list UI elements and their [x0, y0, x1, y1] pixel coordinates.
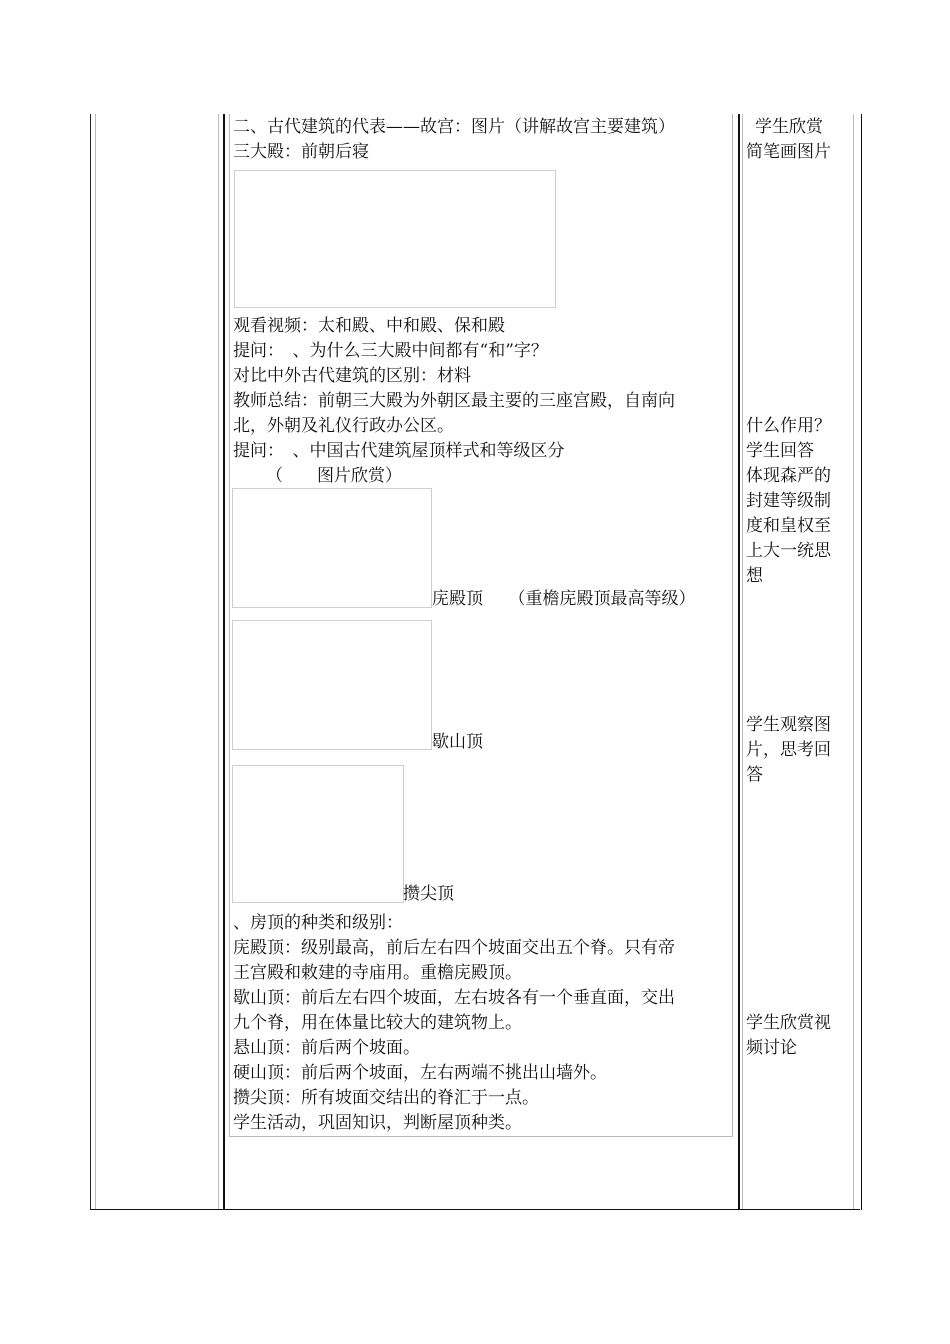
side-note-line: 封建等级制 — [746, 491, 831, 511]
side-note-line: 答 — [746, 765, 763, 785]
text-line: 悬山顶：前后两个坡面。 — [233, 1038, 420, 1058]
text-line: 三大殿：前朝后寝 — [233, 142, 369, 162]
text-line: 九个脊，用在体量比较大的建筑物上。 — [233, 1013, 522, 1033]
side-note-line: 学生欣赏 — [755, 117, 823, 137]
side-note-line: 上大一统思 — [746, 541, 831, 561]
side-note-line: 什么作用？ — [746, 416, 831, 436]
text-line: 硬山顶：前后两个坡面，左右两端不挑出山墙外。 — [233, 1063, 607, 1083]
side-note-line: 体现森严的 — [746, 466, 831, 486]
section-heading: 二、古代建筑的代表——故宫：图片（讲解故宫主要建筑） — [233, 117, 675, 137]
side-note-line: 学生回答 — [746, 441, 814, 461]
table-bottom-border — [90, 1209, 860, 1210]
text-line: 观看视频：太和殿、中和殿、保和殿 — [233, 316, 505, 336]
text-line: 对比中外古代建筑的区别：材料 — [233, 366, 471, 386]
text-line: 学生活动，巩固知识，判断屋顶种类。 — [233, 1113, 522, 1133]
text-line: 庑殿顶：级别最高，前后左右四个坡面交出五个脊。只有帝 — [233, 938, 675, 958]
side-note-line: 学生观察图 — [746, 715, 831, 735]
xieshan-roof-image — [232, 620, 432, 750]
xieshan-roof-label: 歇山顶 — [432, 732, 483, 752]
wudian-roof-image — [232, 488, 432, 608]
text-line: 提问： 、为什么三大殿中间都有“和”字？ — [233, 341, 548, 361]
text-line: 王宫殿和敕建的寺庙用。重檐庑殿顶。 — [233, 963, 522, 983]
text-line: 提问： 、中国古代建筑屋顶样式和等级区分 — [233, 441, 565, 461]
text-line: 攒尖顶：所有坡面交结出的脊汇于一点。 — [233, 1088, 539, 1108]
cuanjian-roof-image — [232, 765, 404, 903]
side-note-line: 学生欣赏视 — [746, 1013, 831, 1033]
text-line: 北，外朝及礼仪行政办公区。 — [233, 416, 454, 436]
side-note-line: 频讨论 — [746, 1038, 797, 1058]
side-note-line: 度和皇权至 — [746, 516, 831, 536]
text-line: 、房顶的种类和级别： — [233, 913, 403, 933]
cuanjian-roof-label: 攒尖顶 — [403, 884, 454, 904]
forbidden-city-image — [234, 170, 556, 308]
wudian-roof-label: 庑殿顶 （重檐庑殿顶最高等级） — [432, 589, 696, 609]
text-line: （ 图片欣赏） — [266, 466, 402, 486]
side-note-line: 片，思考回 — [746, 740, 831, 760]
table-column-left-inner — [95, 114, 219, 1210]
text-line: 歇山顶：前后左右四个坡面，左右坡各有一个垂直面，交出 — [233, 988, 675, 1008]
side-note-line: 想 — [746, 566, 763, 586]
text-line: 教师总结：前朝三大殿为外朝区最主要的三座宫殿，自南向 — [233, 391, 675, 411]
side-note-line: 简笔画图片 — [746, 142, 831, 162]
